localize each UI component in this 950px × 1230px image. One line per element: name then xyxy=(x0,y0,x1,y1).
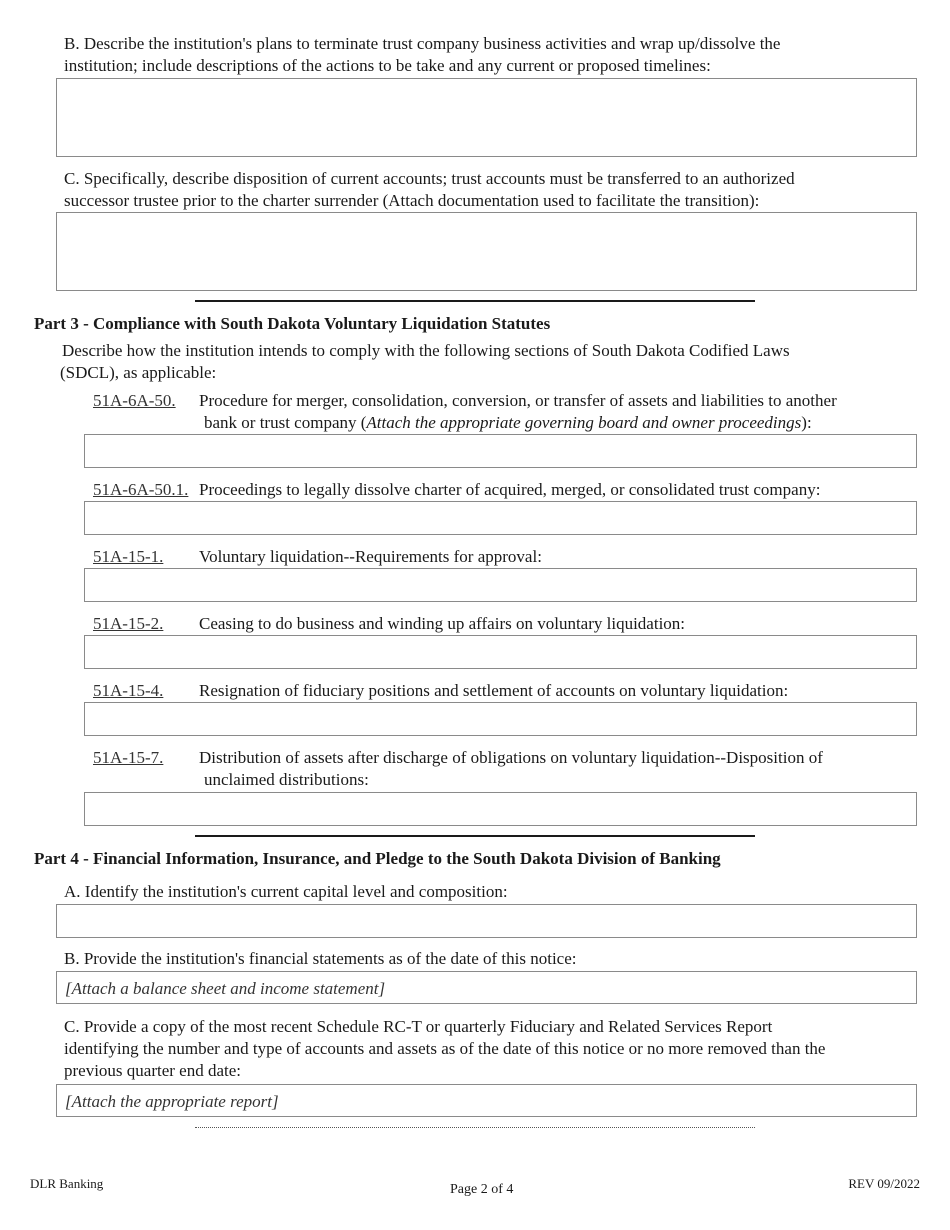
part4-a-prompt: A. Identify the institution's current capital level and composition: xyxy=(64,882,508,901)
statute-description-italic: Attach the appropriate governing board and owner proceedings xyxy=(366,413,802,432)
statute-description-line1: Distribution of assets after discharge of obligations on voluntary liquidation--Disposition of xyxy=(199,748,823,767)
page-number: Page 2 of 4 xyxy=(450,1182,514,1197)
capital-level-field[interactable] xyxy=(56,904,917,938)
part4-b-prompt: B. Provide the institution's financial statements as of the date of this notice: xyxy=(64,949,577,968)
section-c-textarea[interactable] xyxy=(56,212,917,291)
statute-description: Ceasing to do business and winding up affairs on voluntary liquidation: xyxy=(199,614,686,633)
divider xyxy=(195,300,755,302)
statute-description-line2 xyxy=(204,412,837,434)
section-c-line1: C. Specifically, describe disposition of current accounts; trust accounts must be transferred to an authorized xyxy=(64,169,795,188)
part4-c-line2: identifying the number and type of accounts and assets as of the date of this notice or no more removed than the xyxy=(64,1039,826,1058)
part3-intro-line2: (SDCL), as applicable: xyxy=(60,363,217,382)
part4-c-line1: C. Provide a copy of the most recent Schedule RC-T or quarterly Fiduciary and Related Services Report xyxy=(64,1017,773,1036)
statute-code-link[interactable]: 51A-15-4. xyxy=(93,681,164,700)
statute-code-link[interactable]: 51A-15-2. xyxy=(93,614,164,633)
statute-description: Voluntary liquidation--Requirements for approval: xyxy=(199,547,542,566)
financial-statements-field[interactable] xyxy=(56,971,917,1004)
part3-heading: Part 3 - Compliance with South Dakota Voluntary Liquidation Statutes xyxy=(34,314,551,333)
footer-left: DLR Banking xyxy=(30,1176,104,1191)
fiduciary-report-field[interactable] xyxy=(56,1084,917,1117)
statute-description xyxy=(199,390,837,434)
statute-description: Proceedings to legally dissolve charter of acquired, merged, or consolidated trust company: xyxy=(199,480,821,499)
statute-response-field[interactable] xyxy=(84,792,917,826)
part4-c-line3: previous quarter end date: xyxy=(64,1061,242,1080)
divider-dotted xyxy=(195,1127,755,1128)
statute-code-link[interactable]: 51A-15-1. xyxy=(93,547,164,566)
part4-c-prompt xyxy=(64,1016,825,1082)
section-b-textarea[interactable] xyxy=(56,78,917,157)
section-b-line2: institution; include descriptions of the actions to be take and any current or proposed timelines: xyxy=(64,56,711,75)
statute-description-pre: bank or trust company ( xyxy=(204,413,367,432)
part4-heading: Part 4 - Financial Information, Insurance, and Pledge to the South Dakota Division of Banking xyxy=(34,849,721,868)
statute-code-link[interactable]: 51A-6A-50. xyxy=(93,391,176,410)
statute-description: Resignation of fiduciary positions and settlement of accounts on voluntary liquidation: xyxy=(199,681,789,700)
statute-description-post: ): xyxy=(801,413,812,432)
footer-revision: REV 09/2022 xyxy=(848,1176,920,1191)
part3-intro xyxy=(62,340,790,384)
statute-description xyxy=(199,747,823,791)
statute-response-field[interactable] xyxy=(84,635,917,669)
statute-description-line2: unclaimed distributions: xyxy=(204,770,369,789)
part3-intro-line1: Describe how the institution intends to comply with the following sections of South Dakota Codified Laws xyxy=(62,341,790,360)
section-b-prompt xyxy=(64,33,780,77)
statute-response-field[interactable] xyxy=(84,568,917,602)
statute-response-field[interactable] xyxy=(84,501,917,535)
statute-code-link[interactable]: 51A-6A-50.1. xyxy=(93,480,189,499)
section-c-prompt xyxy=(64,168,795,212)
section-c-line2: successor trustee prior to the charter surrender (Attach documentation used to facilitate the transition): xyxy=(64,191,760,210)
fiduciary-report-placeholder: [Attach the appropriate report] xyxy=(65,1092,279,1111)
statute-response-field[interactable] xyxy=(84,434,917,468)
financial-statements-placeholder: [Attach a balance sheet and income statement] xyxy=(65,979,386,998)
statute-response-field[interactable] xyxy=(84,702,917,736)
section-b-line1: B. Describe the institution's plans to terminate trust company business activities and wrap up/dissolve the xyxy=(64,34,781,53)
divider xyxy=(195,835,755,837)
statute-description-line1: Procedure for merger, consolidation, conversion, or transfer of assets and liabilities to another xyxy=(199,391,837,410)
statute-code-link[interactable]: 51A-15-7. xyxy=(93,748,164,767)
